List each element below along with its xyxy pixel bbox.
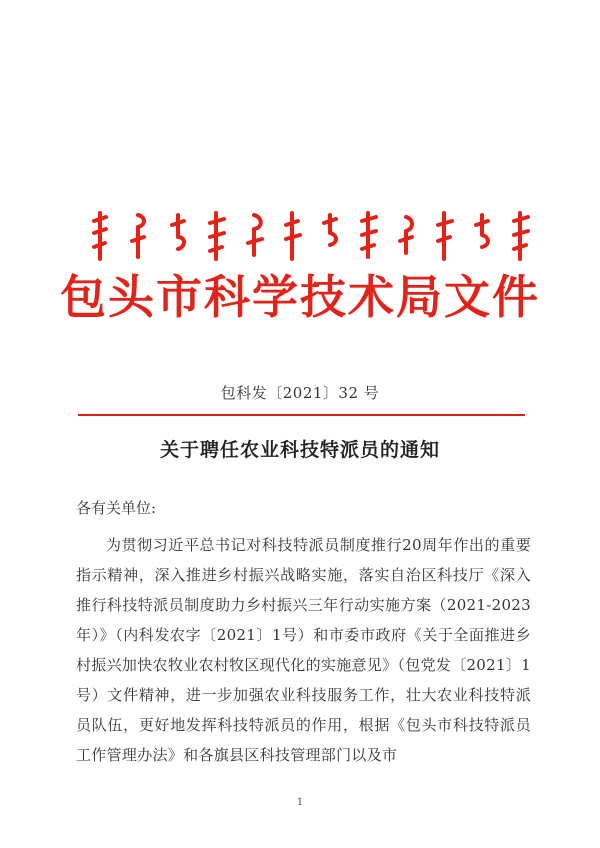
salutation: 各有关单位: [76,499,157,517]
notice-title: 关于聘任农业科技特派员的通知 [159,439,440,461]
document-header-title: 包头市科学技术局文件 [60,270,540,324]
mongolian-script-header [86,207,536,267]
body-paragraph: 为贯彻习近平总书记对科技特派员制度推行20周年作出的重要指示精神，深入推进乡村振兴战略实施，落实自治区科技厅《深入推行科技特派员制度助力乡村振兴三年行动实施方案（2021-2023年）》（内科发农字〔2021〕1号）和市委市政府《关于全面推进乡村振兴加快农牧业农村牧区现代化的实施意见》（包党发〔2021〕1号）文件精神，进一步加强农业科技服务工作，壮大农业科技特派员队伍，更好地发挥科技特派员的作用，根据《包头市科技特派员工作管理办法》和各旗县区科技管理部门以及市 [76,536,531,764]
document-number: 包科发〔2021〕32 号 [220,384,380,402]
red-divider-line [78,414,525,416]
page-number: 1 [296,797,304,808]
mongolian-script-graphic [86,207,536,267]
